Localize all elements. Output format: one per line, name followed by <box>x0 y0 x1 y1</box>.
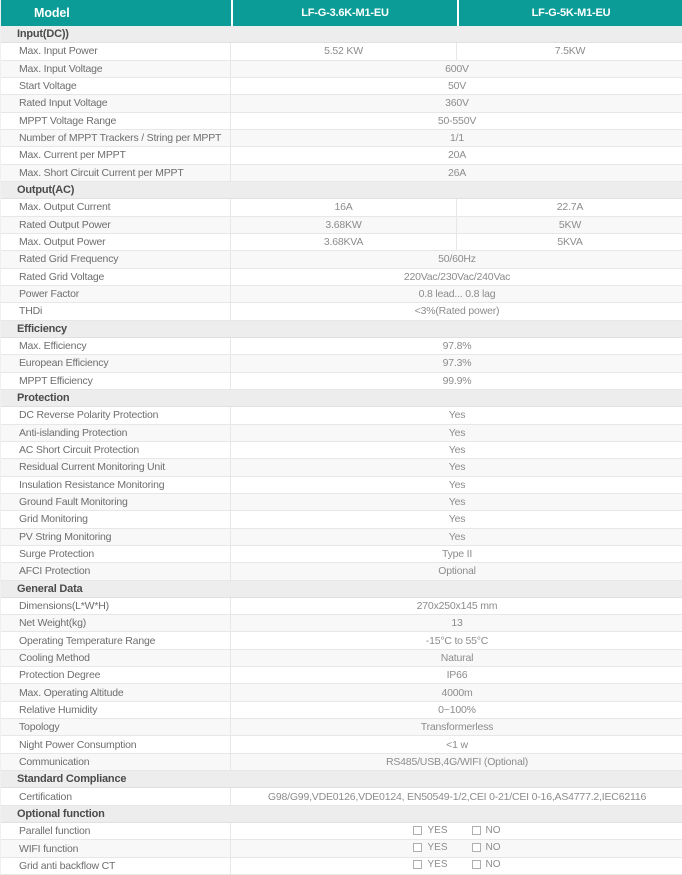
spec-row <box>1 667 682 684</box>
spec-row <box>1 442 682 459</box>
spec-value: Yes <box>231 511 682 528</box>
section-row <box>1 26 682 43</box>
spec-label: Rated Grid Voltage <box>1 269 231 286</box>
spec-label: Operating Temperature Range <box>1 632 231 649</box>
spec-row <box>1 858 682 875</box>
spec-row <box>1 736 682 753</box>
model-column-header-2: LF-G-5K-M1-EU <box>457 0 682 26</box>
spec-row <box>1 165 682 182</box>
spec-value: Yes <box>231 459 682 476</box>
spec-value: IP66 <box>231 667 682 684</box>
spec-value: Type II <box>231 546 682 563</box>
section-title: Standard Compliance <box>1 771 682 788</box>
spec-value: 4000m <box>231 684 682 701</box>
spec-label: Residual Current Monitoring Unit <box>1 459 231 476</box>
spec-label: AC Short Circuit Protection <box>1 442 231 459</box>
spec-value: Yes <box>231 442 682 459</box>
spec-label: Grid anti backflow CT <box>1 858 231 875</box>
spec-row <box>1 130 682 147</box>
spec-label: Max. Operating Altitude <box>1 684 231 701</box>
spec-row <box>1 251 682 268</box>
spec-label: Max. Output Power <box>1 234 231 251</box>
spec-row <box>1 684 682 701</box>
section-row <box>1 581 682 598</box>
spec-row <box>1 147 682 164</box>
spec-value: 50-550V <box>231 113 682 130</box>
spec-row <box>1 511 682 528</box>
section-title: Protection <box>1 390 682 407</box>
section-row <box>1 182 682 199</box>
checkbox-icon[interactable] <box>472 826 481 835</box>
spec-label: Max. Output Current <box>1 199 231 216</box>
spec-row <box>1 546 682 563</box>
spec-row <box>1 43 682 60</box>
checkbox-group <box>413 859 500 870</box>
checkbox-group <box>413 825 500 836</box>
checkbox-label: NO <box>485 842 501 854</box>
spec-label: Net Weight(kg) <box>1 615 231 632</box>
spec-table-body <box>1 26 682 875</box>
checkbox-label: YES <box>427 859 448 871</box>
spec-value <box>231 840 682 857</box>
spec-row <box>1 563 682 580</box>
spec-label: Insulation Resistance Monitoring <box>1 477 231 494</box>
spec-row <box>1 286 682 303</box>
spec-value: 50V <box>231 78 682 95</box>
checkbox-icon[interactable] <box>472 843 481 852</box>
spec-value: Yes <box>231 407 682 424</box>
spec-value: 600V <box>231 61 682 78</box>
spec-row <box>1 459 682 476</box>
spec-value: 99.9% <box>231 373 682 390</box>
spec-label: Protection Degree <box>1 667 231 684</box>
spec-label: Communication <box>1 754 231 771</box>
spec-row <box>1 598 682 615</box>
spec-value: Yes <box>231 477 682 494</box>
checkbox-icon[interactable] <box>413 860 422 869</box>
spec-value: G98/G99,VDE0126,VDE0124, EN50549-1/2,CEI 0-21/CEI 0-16,AS4777.2,IEC62116 <box>231 788 682 805</box>
spec-row <box>1 234 682 251</box>
spec-value: Transformerless <box>231 719 682 736</box>
spec-label: Power Factor <box>1 286 231 303</box>
spec-value: Yes <box>231 494 682 511</box>
spec-row <box>1 269 682 286</box>
spec-value: Yes <box>231 529 682 546</box>
spec-value <box>231 823 682 840</box>
spec-row <box>1 477 682 494</box>
spec-label: Relative Humidity <box>1 702 231 719</box>
spec-row <box>1 719 682 736</box>
spec-label: Cooling Method <box>1 650 231 667</box>
spec-label: WIFI function <box>1 840 231 857</box>
spec-row <box>1 823 682 840</box>
spec-value-model-2: 5KW <box>457 217 682 234</box>
spec-label: MPPT Efficiency <box>1 373 231 390</box>
spec-value <box>231 858 682 875</box>
spec-label: Grid Monitoring <box>1 511 231 528</box>
spec-row <box>1 494 682 511</box>
spec-label: MPPT Voltage Range <box>1 113 231 130</box>
spec-value: 270x250x145 mm <box>231 598 682 615</box>
spec-row <box>1 529 682 546</box>
spec-value: 97.8% <box>231 338 682 355</box>
spec-value-model-1: 3.68KVA <box>231 234 457 251</box>
spec-label: Rated Output Power <box>1 217 231 234</box>
yes-checkbox-option[interactable] <box>413 859 447 870</box>
spec-row <box>1 95 682 112</box>
spec-row <box>1 217 682 234</box>
spec-value-model-1: 5.52 KW <box>231 43 457 60</box>
spec-row <box>1 788 682 805</box>
section-title: Efficiency <box>1 321 682 338</box>
spec-label: Max. Input Voltage <box>1 61 231 78</box>
spec-label: Parallel function <box>1 823 231 840</box>
yes-checkbox-option[interactable] <box>413 842 447 853</box>
spec-value-model-2: 5KVA <box>457 234 682 251</box>
spec-label: Surge Protection <box>1 546 231 563</box>
spec-value-model-2: 7.5KW <box>457 43 682 60</box>
spec-value: -15°C to 55°C <box>231 632 682 649</box>
checkbox-icon[interactable] <box>413 826 422 835</box>
spec-row <box>1 199 682 216</box>
spec-label: Night Power Consumption <box>1 736 231 753</box>
spec-label: THDi <box>1 303 231 320</box>
checkbox-label: NO <box>485 824 501 836</box>
spec-label: Topology <box>1 719 231 736</box>
checkbox-icon[interactable] <box>472 860 481 869</box>
spec-value: <1 w <box>231 736 682 753</box>
spec-row <box>1 650 682 667</box>
spec-value: 26A <box>231 165 682 182</box>
spec-value: <3%(Rated power) <box>231 303 682 320</box>
section-title: Input(DC)) <box>1 26 682 43</box>
spec-row <box>1 113 682 130</box>
spec-value: 13 <box>231 615 682 632</box>
checkbox-icon[interactable] <box>413 843 422 852</box>
spec-value: Natural <box>231 650 682 667</box>
spec-row <box>1 425 682 442</box>
spec-label: Dimensions(L*W*H) <box>1 598 231 615</box>
yes-checkbox-option[interactable] <box>413 825 447 836</box>
section-title: General Data <box>1 581 682 598</box>
spec-label: Start Voltage <box>1 78 231 95</box>
checkbox-label: NO <box>485 859 501 871</box>
spec-row <box>1 355 682 372</box>
spec-label: Rated Grid Frequency <box>1 251 231 268</box>
spec-row <box>1 615 682 632</box>
section-title: Output(AC) <box>1 182 682 199</box>
spec-label: PV String Monitoring <box>1 529 231 546</box>
spec-value: 0~100% <box>231 702 682 719</box>
spec-row <box>1 303 682 320</box>
spec-row <box>1 840 682 857</box>
spec-row <box>1 373 682 390</box>
spec-value: RS485/USB,4G/WIFI (Optional) <box>231 754 682 771</box>
spec-row <box>1 78 682 95</box>
section-title: Optional function <box>1 806 682 823</box>
no-checkbox-option[interactable] <box>472 825 501 836</box>
spec-label: AFCI Protection <box>1 563 231 580</box>
spec-row <box>1 407 682 424</box>
spec-value: 1/1 <box>231 130 682 147</box>
spec-row <box>1 702 682 719</box>
spec-value: 360V <box>231 95 682 112</box>
spec-label: Anti-islanding Protection <box>1 425 231 442</box>
spec-value: 50/60Hz <box>231 251 682 268</box>
spec-label: Certification <box>1 788 231 805</box>
spec-row <box>1 61 682 78</box>
spec-value: 20A <box>231 147 682 164</box>
spec-value: Optional <box>231 563 682 580</box>
spec-value-model-1: 16A <box>231 199 457 216</box>
no-checkbox-option[interactable] <box>472 842 501 853</box>
spec-label: DC Reverse Polarity Protection <box>1 407 231 424</box>
spec-value: 97.3% <box>231 355 682 372</box>
spec-label: Ground Fault Monitoring <box>1 494 231 511</box>
model-header-label: Model <box>1 0 231 26</box>
section-row <box>1 390 682 407</box>
no-checkbox-option[interactable] <box>472 859 501 870</box>
spec-value-model-1: 3.68KW <box>231 217 457 234</box>
spec-label: Max. Current per MPPT <box>1 147 231 164</box>
spec-label: Number of MPPT Trackers / String per MPPT <box>1 130 231 147</box>
spec-label: European Efficiency <box>1 355 231 372</box>
spec-row <box>1 754 682 771</box>
checkbox-group <box>413 842 500 853</box>
spec-value: 220Vac/230Vac/240Vac <box>231 269 682 286</box>
checkbox-label: YES <box>427 842 448 854</box>
spec-value: Yes <box>231 425 682 442</box>
section-row <box>1 321 682 338</box>
spec-label: Rated Input Voltage <box>1 95 231 112</box>
spec-label: Max. Efficiency <box>1 338 231 355</box>
model-column-header-1: LF-G-3.6K-M1-EU <box>231 0 457 26</box>
checkbox-label: YES <box>427 824 448 836</box>
section-row <box>1 806 682 823</box>
spec-label: Max. Input Power <box>1 43 231 60</box>
model-header-row <box>1 0 682 26</box>
spec-label: Max. Short Circuit Current per MPPT <box>1 165 231 182</box>
spec-value-model-2: 22.7A <box>457 199 682 216</box>
spec-row <box>1 632 682 649</box>
section-row <box>1 771 682 788</box>
spec-row <box>1 338 682 355</box>
spec-value: 0.8 lead... 0.8 lag <box>231 286 682 303</box>
